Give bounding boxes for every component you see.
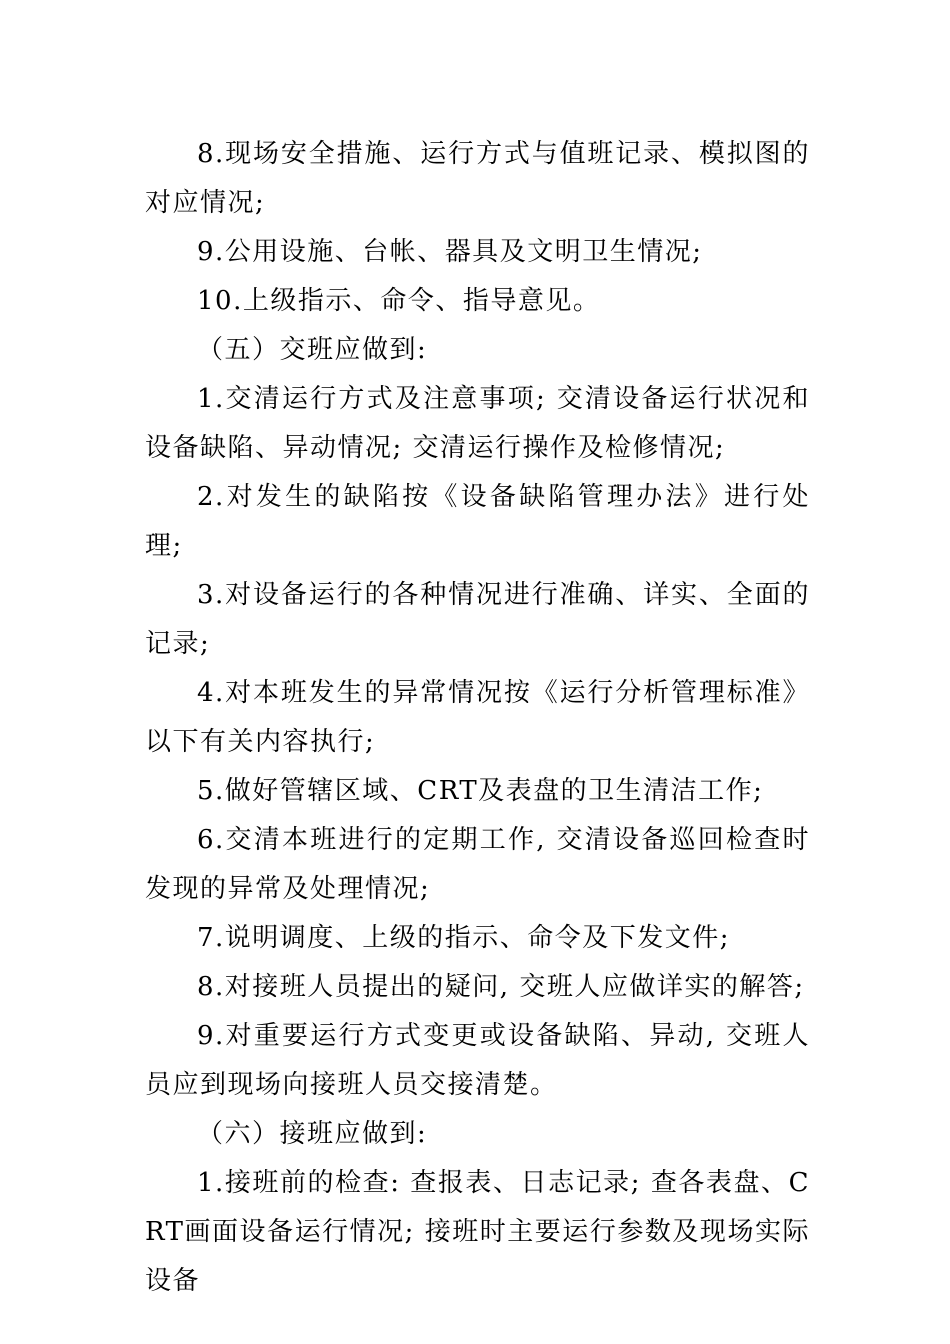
paragraph-item-9-public-facilities: 9.公用设施、台帐、器具及文明卫生情况;	[197, 237, 703, 267]
paragraph-handover-5: 5.做好管辖区域、CRT及表盘的卫生清洁工作;	[197, 776, 764, 806]
paragraph-handover-6: 6.交清本班进行的定期工作, 交清设备巡回检查时发现的异常及处理情况;	[145, 825, 810, 904]
paragraph-item-8-safety-measures: 8.现场安全措施、运行方式与值班记录、模拟图的对应情况;	[145, 139, 810, 218]
paragraph-item-10-superior-instructions: 10.上级指示、命令、指导意见。	[197, 286, 601, 316]
paragraph-takeover-1: 1.接班前的检查: 查报表、日志记录; 查各表盘、CRT画面设备运行情况; 接班时主要运行参数及现场实际设备	[145, 1168, 810, 1296]
paragraph-handover-2: 2.对发生的缺陷按《设备缺陷管理办法》进行处理;	[145, 482, 810, 561]
paragraph-handover-8: 8.对接班人员提出的疑问, 交班人应做详实的解答;	[197, 972, 805, 1002]
section-heading-handover: （五）交班应做到:	[197, 335, 428, 365]
paragraph-handover-7: 7.说明调度、上级的指示、命令及下发文件;	[197, 923, 731, 953]
paragraph-handover-4: 4.对本班发生的异常情况按《运行分析管理标准》以下有关内容执行;	[145, 678, 810, 757]
document-body	[145, 130, 810, 1306]
section-heading-takeover: （六）接班应做到:	[197, 1119, 428, 1149]
paragraph-handover-1: 1.交清运行方式及注意事项; 交清设备运行状况和设备缺陷、异动情况; 交清运行操作及检修情况;	[145, 384, 810, 463]
paragraph-handover-9: 9.对重要运行方式变更或设备缺陷、异动, 交班人员应到现场向接班人员交接清楚。	[145, 1021, 810, 1100]
paragraph-handover-3: 3.对设备运行的各种情况进行准确、详实、全面的记录;	[145, 580, 810, 659]
